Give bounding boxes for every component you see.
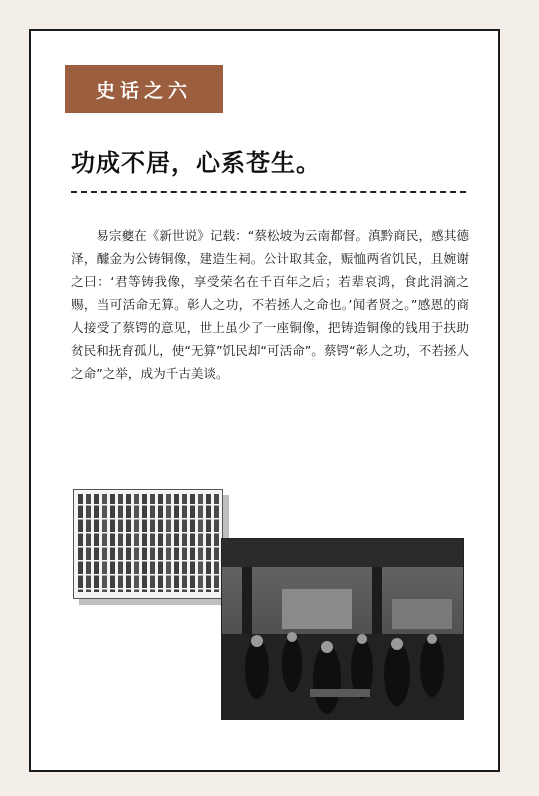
section-badge-label: 史话之六 xyxy=(95,79,192,102)
article-paragraph: 易宗夔在《新世说》记载：“蔡松坡为云南都督。滇黔商民，感其德泽，醵金为公铸铜像，建造生祠。公计取其金，赈恤两省饥民，且婉谢之曰：‘君等铸我像，享受荣名在千百年之后；若辈哀鸿，食此涓滴之赐，当可活命无算。彰人之功，不若拯人之命也。’闻者贤之。”感恩的商人接受了蔡锷的意见，世上虽少了一座铜像，把铸造铜像的钱用于扶助贫民和抚育孤儿，使“无算”饥民却“可活命”。蔡锷“彰人之功，不若拯人之命”之举，成为千古美谈。 xyxy=(71,228,469,381)
page-frame xyxy=(29,29,500,772)
street-scene-graphic xyxy=(222,539,463,719)
historical-street-photo xyxy=(221,538,464,720)
newspaper-clipping-image xyxy=(73,489,223,599)
dashed-divider xyxy=(71,191,466,193)
page-title: 功成不居，心系苍生。 xyxy=(71,148,321,177)
section-badge xyxy=(65,65,223,113)
newspaper-print-graphic xyxy=(74,490,222,598)
